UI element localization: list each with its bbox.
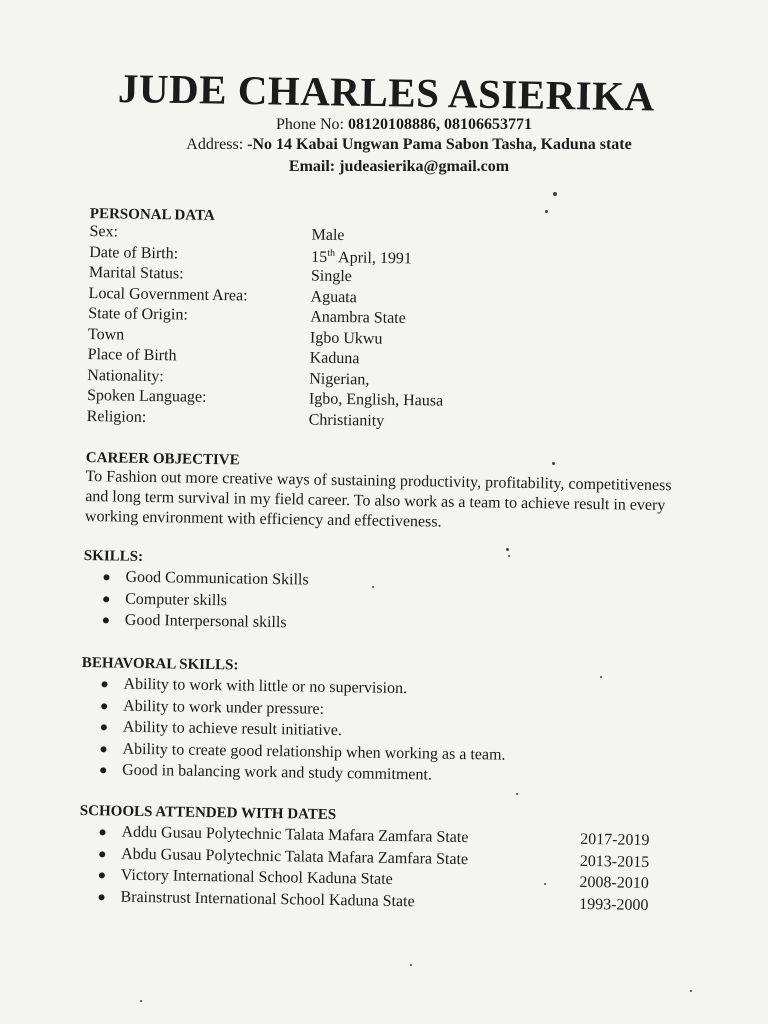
- pd-value: Nigerian,: [309, 369, 370, 388]
- address-line: [25, 136, 768, 154]
- bullet-icon: [103, 596, 109, 602]
- behavioral-skills-section: [80, 655, 642, 791]
- pd-label: Sex:: [89, 222, 119, 241]
- pd-value: Single: [310, 267, 352, 286]
- school-years: 2013-2015: [579, 852, 650, 871]
- pd-label: State of Origin:: [88, 304, 188, 324]
- dob-day: 15: [311, 248, 328, 266]
- address-label: Address:: [186, 136, 248, 153]
- pd-value: Christianity: [308, 410, 385, 430]
- scan-speck: [410, 964, 412, 966]
- school-name: Victory International School Kaduna State: [120, 866, 393, 888]
- career-objective-section: [85, 450, 686, 536]
- pd-value: Anambra State: [310, 308, 406, 327]
- bullet-icon: [101, 724, 107, 730]
- bullet-icon: [101, 681, 107, 687]
- scan-speck: [544, 883, 546, 885]
- career-objective-heading: CAREER OBJECTIVE: [85, 450, 240, 469]
- pd-value: Kaduna: [309, 349, 360, 368]
- bullet-icon: [99, 851, 105, 857]
- phone-numbers: 08120108886, 08106653771: [348, 116, 532, 133]
- email-line: Email: judeasierika@gmail.com: [288, 158, 510, 175]
- schools-heading: SCHOOLS ATTENDED WITH DATES: [79, 803, 337, 824]
- behavioral-skill-text: Ability to create good relationship when working as a team.: [122, 740, 506, 764]
- schools-list: [78, 823, 649, 918]
- school-name: Abdu Gusau Polytechnic Talata Mafara Zamfara State: [121, 845, 469, 868]
- skills-list: [83, 568, 584, 640]
- scan-speck: [690, 990, 692, 992]
- scan-speck: [600, 676, 602, 678]
- skills-section: [83, 548, 584, 640]
- pd-value: Igbo Ukwu: [309, 328, 383, 348]
- pd-label: Nationality:: [87, 366, 164, 385]
- schools-section: [78, 803, 650, 918]
- bullet-icon: [100, 767, 106, 773]
- bullet-icon: [100, 746, 106, 752]
- pd-label: Place of Birth: [87, 345, 177, 365]
- scan-speck: [140, 1000, 142, 1002]
- pd-label: Date of Birth:: [89, 243, 179, 262]
- bullet-icon: [99, 872, 105, 878]
- behavioral-skill-text: Ability to work under pressure:: [123, 697, 325, 718]
- phone-line: [20, 116, 768, 134]
- applicant-name: JUDE CHARLES ASIERIKA: [117, 65, 656, 120]
- scan-speck: [545, 210, 548, 213]
- pd-label: Religion:: [86, 407, 147, 426]
- scan-speck: [372, 586, 374, 588]
- bullet-icon: [98, 894, 104, 900]
- dob-rest: April, 1991: [334, 248, 413, 267]
- bullet-icon: [103, 617, 109, 623]
- school-name: Addu Gusau Polytechnic Talata Mafara Zamfara State: [121, 823, 469, 847]
- personal-data-section: [87, 206, 610, 436]
- bullet-icon: [103, 574, 109, 580]
- pd-label: Town: [87, 325, 125, 344]
- school-years: 2017-2019: [580, 830, 650, 849]
- scan-speck: [553, 192, 557, 196]
- scan-speck: [508, 555, 510, 557]
- pd-value-dob: [311, 247, 412, 269]
- skill-text: Computer skills: [125, 590, 228, 609]
- address-value: -No 14 Kabai Ungwan Pama Sabon Tasha, Kaduna state: [247, 136, 632, 153]
- behavioral-skill-text: Ability to achieve result initiative.: [122, 718, 343, 740]
- scan-speck: [516, 793, 518, 795]
- school-years: 2008-2010: [579, 873, 649, 892]
- bullet-icon: [101, 703, 107, 709]
- behavioral-skill-text: Good in balancing work and study commitment.: [122, 761, 433, 784]
- skill-text: Good Interpersonal skills: [124, 611, 287, 632]
- phone-label: Phone No:: [276, 116, 348, 133]
- pd-label: Marital Status:: [88, 263, 184, 283]
- behavioral-skills-list: [80, 675, 642, 791]
- behavioral-skill-text: Ability to work with little or no supervision.: [123, 675, 408, 698]
- pd-value: Igbo, English, Hausa: [308, 390, 444, 410]
- behavioral-skills-heading: BEHAVORAL SKILLS:: [81, 655, 239, 674]
- bullet-icon: [99, 829, 105, 835]
- pd-label: Spoken Language:: [86, 386, 207, 406]
- pd-label: Local Government Area:: [88, 284, 248, 304]
- school-years: 1993-2000: [579, 895, 649, 914]
- pd-value: Aguata: [310, 287, 357, 306]
- dob-suffix: th: [327, 247, 336, 259]
- personal-data-heading: PERSONAL DATA: [89, 206, 215, 224]
- skill-text: Good Communication Skills: [125, 568, 309, 589]
- skills-heading: SKILLS:: [83, 548, 144, 565]
- scan-speck: [506, 548, 509, 551]
- pd-value: Male: [311, 226, 345, 244]
- school-name: Brainstrust International School Kaduna State: [120, 888, 415, 910]
- career-objective-text: To Fashion out more creative ways of sustaining productivity, profitability, competitiveness and long term survival in my field career. To also work as a team to achieve result in every working environment with efficiency and effectiveness.: [84, 467, 672, 531]
- scan-speck: [552, 462, 555, 465]
- personal-data-rows: [87, 223, 610, 436]
